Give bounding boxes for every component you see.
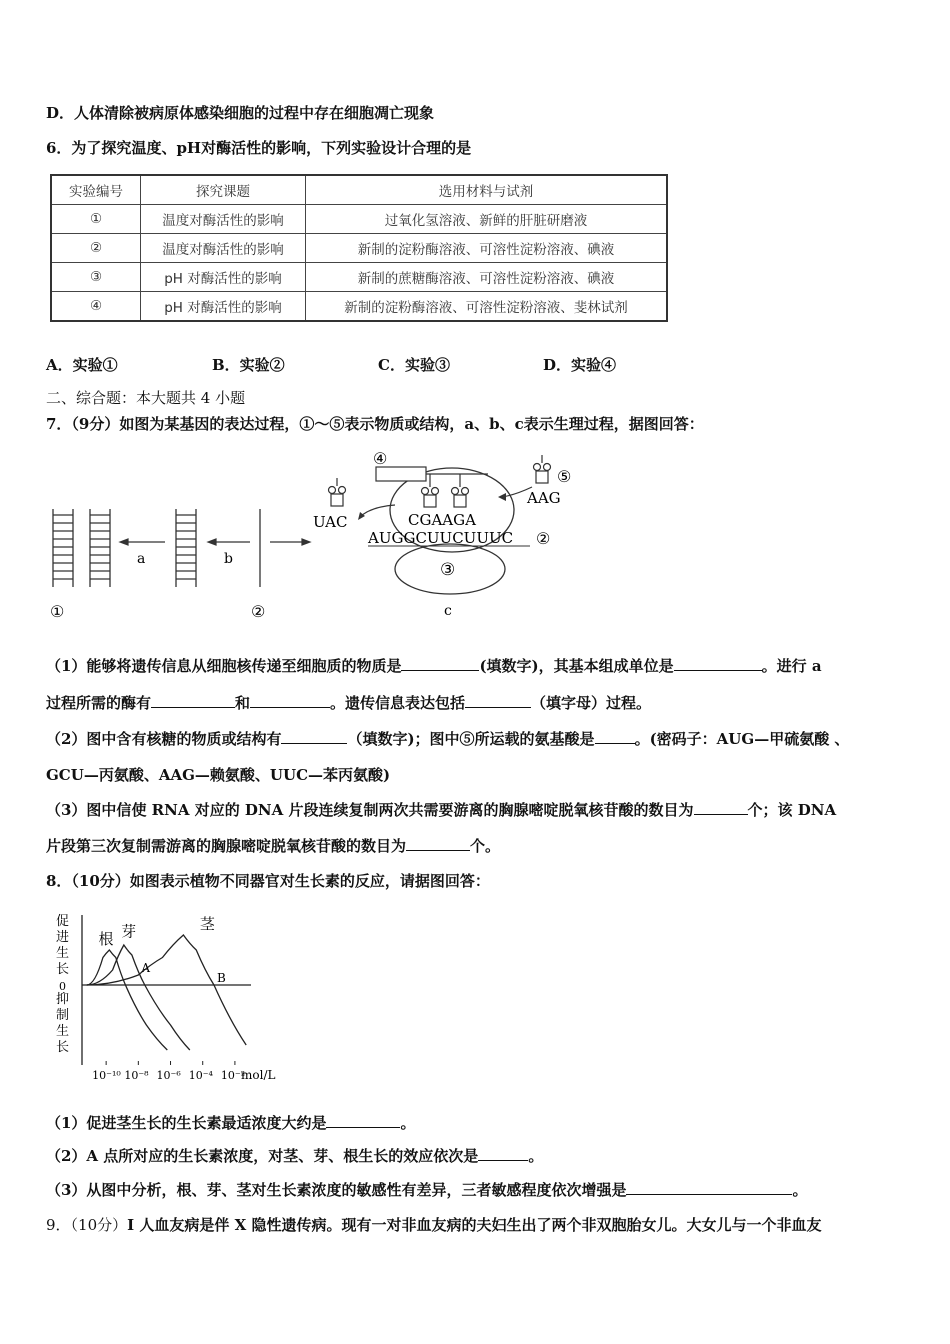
table-row	[51, 234, 667, 263]
arrow-right-icon	[270, 539, 310, 545]
label-num3: ③	[440, 560, 456, 580]
point-label: A	[141, 961, 151, 975]
table-cell: 新制的淀粉酶溶液、可溶性淀粉溶液、斐林试剂	[306, 292, 668, 322]
table-header: 选用材料与试剂	[306, 175, 668, 205]
q6-option-b: B．实验②	[212, 356, 285, 374]
arrow-in-icon	[498, 493, 506, 501]
label-num2: ②	[251, 602, 266, 621]
table-header: 探究课题	[141, 175, 306, 205]
y-axis-label-char: 生	[56, 946, 70, 961]
q6-stem: 6．为了探究温度、pH对酶活性的影响，下列实验设计合理的是	[46, 139, 472, 157]
label-num1: ①	[50, 602, 65, 621]
polypeptide-box	[376, 467, 426, 481]
q6-option-c: C．实验③	[378, 356, 450, 374]
trna-icon	[422, 474, 469, 507]
q7-p3b: 个；该 DNA	[747, 801, 837, 819]
table-row	[51, 292, 667, 322]
q5-option-d: D．人体清除被病原体感染细胞的过程中存在细胞凋亡现象	[46, 104, 435, 122]
table-cell: 新制的蔗糖酶溶液、可溶性淀粉溶液、碘液	[306, 263, 668, 292]
q8-p1a: （1）促进茎生长的生长素最适浓度大约是	[46, 1114, 327, 1132]
q6-option-d: D．实验④	[543, 356, 617, 374]
table-cell: 温度对酶活性的影响	[141, 234, 306, 263]
table-cell: ④	[51, 292, 141, 322]
table-cell: pH 对酶活性的影响	[141, 292, 306, 322]
q7-part1-line2	[46, 693, 651, 713]
label-num5: ⑤	[557, 467, 572, 486]
q7-p1g: （填字母）过程。	[531, 694, 652, 712]
point-label: B	[216, 971, 226, 985]
answer-blank[interactable]	[250, 693, 330, 708]
answer-blank[interactable]	[626, 1180, 792, 1195]
q6-table	[50, 174, 668, 322]
y-axis-label-char: 制	[56, 1008, 70, 1023]
table-cell: 新制的淀粉酶溶液、可溶性淀粉溶液、碘液	[306, 234, 668, 263]
answer-blank[interactable]	[674, 656, 762, 671]
q9-number: 9．（10分）	[46, 1216, 128, 1234]
trna-icon	[534, 455, 551, 483]
y-axis-label-char: 长	[56, 962, 70, 977]
table-header-row	[51, 175, 667, 205]
answer-blank[interactable]	[595, 729, 635, 744]
answer-blank[interactable]	[281, 729, 347, 744]
table-row	[51, 263, 667, 292]
q7-p3c: 片段第三次复制需游离的胸腺嘧啶脱氧核苷酸的数目为	[46, 837, 407, 855]
label-a: a	[137, 551, 146, 567]
q7-stem: 7．（9分）如图为某基因的表达过程，①～⑤表示物质或结构，a、b、c表示生理过程，据图回答：	[46, 415, 704, 433]
table-cell: 过氧化氢溶液、新鲜的肝脏研磨液	[306, 205, 668, 234]
q7-p1e: 和	[235, 694, 251, 712]
q7-p1d: 过程所需的酶有	[46, 694, 152, 712]
dna-double-helix-icon	[176, 509, 196, 587]
x-axis-label: mol/L	[241, 1068, 276, 1082]
table-cell: ③	[51, 263, 141, 292]
q8-part1	[46, 1113, 415, 1133]
x-tick-label: 10⁻⁶	[156, 1069, 181, 1082]
q7-p1f: 。遗传信息表达包括	[330, 694, 466, 712]
table-cell: ①	[51, 205, 141, 234]
q7-p3d: 个。	[470, 837, 501, 855]
q7-part3-line1	[46, 800, 836, 820]
answer-blank[interactable]	[694, 800, 748, 815]
series-label: 茎	[199, 915, 215, 933]
q8-p2b: 。	[528, 1147, 544, 1165]
q7-part3-line2	[46, 836, 500, 856]
arrow-a-icon	[120, 539, 165, 545]
answer-blank[interactable]	[151, 693, 235, 708]
q7-p2a: （2）图中含有核糖的物质或结构有	[46, 730, 282, 748]
q6-option-a: A．实验①	[46, 356, 118, 374]
q9-stem	[46, 1215, 821, 1235]
q8-p3b: 。	[792, 1181, 808, 1199]
auxin-response-chart	[46, 905, 296, 1085]
q7-part2-line1	[46, 729, 849, 749]
label-num4: ④	[373, 449, 388, 468]
series-line-根	[87, 950, 167, 1050]
q7-p2b: （填数字)；图中⑤所运载的氨基酸是	[347, 730, 595, 748]
q8-p3a: （3）从图中分析，根、芽、茎对生长素浓度的敏感性有差异，三者敏感程度依次增强是	[46, 1181, 627, 1199]
label-c: c	[444, 603, 452, 619]
q9-text: I 人血友病是伴 X 隐性遗传病。现有一对非血友病的夫妇生出了两个非双胞胎女儿。大女儿与一个非血友	[127, 1216, 822, 1234]
q7-p1b: (填数字)，其基本组成单位是	[479, 657, 674, 675]
trna-icon	[329, 478, 346, 506]
y-axis-label-char: 进	[56, 930, 70, 945]
q8-part3	[46, 1180, 807, 1200]
section-title: 二、综合题：本大题共 4 小题	[46, 389, 246, 407]
x-tick-label: 10⁻²	[220, 1069, 246, 1082]
q8-stem: 8．（10分）如图表示植物不同器官对生长素的反应，请据图回答：	[46, 872, 490, 890]
y-axis-label-char: 长	[56, 1040, 70, 1055]
q8-p2a: （2）A 点所对应的生长素浓度，对茎、芽、根生长的效应依次是	[46, 1147, 479, 1165]
table-cell: ②	[51, 234, 141, 263]
table-header: 实验编号	[51, 175, 141, 205]
table-cell: 温度对酶活性的影响	[141, 205, 306, 234]
q7-p2c: 。(密码子：AUG—甲硫氨酸 、	[634, 730, 850, 748]
x-tick-label: 10⁻¹⁰	[92, 1069, 121, 1082]
label-aag: AAG	[527, 489, 561, 507]
label-uac: UAC	[313, 513, 348, 531]
label-b: b	[224, 551, 233, 567]
answer-blank[interactable]	[406, 836, 470, 851]
q7-p3a: （3）图中信使 RNA 对应的 DNA 片段连续复制两次共需要游离的胸腺嘧啶脱氧核苷酸的数目为	[46, 801, 694, 819]
arrow-b-icon	[208, 539, 250, 545]
q8-p1b: 。	[400, 1114, 416, 1132]
y-axis-label-char: 促	[56, 914, 70, 929]
x-tick-label: 10⁻⁴	[188, 1069, 213, 1082]
answer-blank[interactable]	[478, 1146, 528, 1161]
q7-part1-line1	[46, 656, 822, 676]
y-axis-label-char: 生	[56, 1024, 70, 1039]
q8-part2	[46, 1146, 543, 1166]
label-mrna-num: ②	[536, 529, 551, 548]
dna-double-helix-icon	[53, 509, 110, 587]
answer-blank[interactable]	[326, 1113, 400, 1128]
label-mrna: AUGGCUUCUUUC	[368, 529, 514, 547]
series-label: 根	[98, 930, 114, 948]
x-tick-label: 10⁻⁸	[124, 1069, 149, 1082]
q7-p1a: （1）能够将遗传信息从细胞核传递至细胞质的物质是	[46, 657, 402, 675]
y-axis-zero-label: 0	[59, 980, 66, 993]
q7-part2-line2: GCU—丙氨酸、AAG—赖氨酸、UUC—苯丙氨酸)	[46, 766, 391, 784]
y-axis-label-char: 抑	[56, 992, 70, 1007]
answer-blank[interactable]	[465, 693, 531, 708]
series-label: 芽	[121, 922, 137, 941]
label-cgaaga: CGAAGA	[408, 511, 476, 529]
gene-expression-figure	[40, 445, 600, 625]
table-cell: pH 对酶活性的影响	[141, 263, 306, 292]
answer-blank[interactable]	[401, 656, 479, 671]
table-row	[51, 205, 667, 234]
q7-p1c: 。进行 a	[761, 657, 822, 675]
